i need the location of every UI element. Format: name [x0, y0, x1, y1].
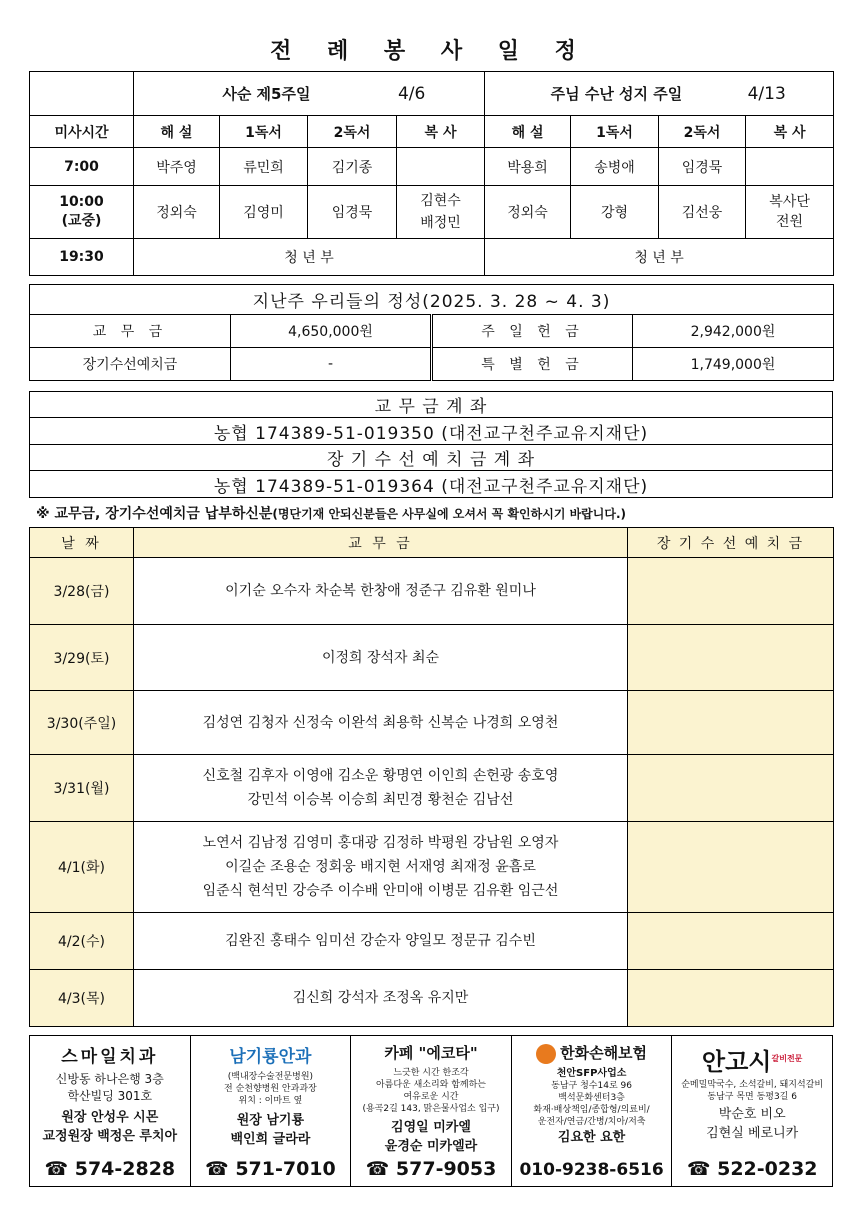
ad-phone: ☎ 522-0232	[686, 1158, 818, 1180]
server-2: 배정민	[420, 215, 461, 231]
ad-line: 신방동 하나은행 3층	[55, 1072, 164, 1086]
ad-line: 학산빌딩 301호	[67, 1089, 153, 1103]
name-line: 노연서 김남정 김영미 홍대광 김정하 박평원 강남원 오영자	[202, 835, 559, 851]
cell: 강형	[571, 186, 659, 239]
time-cell	[30, 186, 134, 239]
offering-value: -	[231, 348, 432, 381]
ad-restaurant	[672, 1036, 832, 1186]
ad-line: (백내장수술전문병원)	[227, 1072, 314, 1082]
pay-names: 김성연 김청자 신정숙 이완석 최용학 신복순 나경희 오영천	[134, 691, 628, 755]
offering-label: 교 무 금	[30, 315, 231, 348]
ad-owner: 김영일 미카엘	[391, 1120, 471, 1135]
account2-title: 장 기 수 선 예 치 금 계 좌	[30, 445, 833, 471]
offering-value: 4,650,000원	[231, 315, 432, 348]
cell: 김기종	[308, 148, 397, 186]
name-line: 임준식 현석민 강승주 이수배 안미애 이병문 김유환 임근선	[202, 883, 559, 899]
pay-names: 김신희 강석자 조정옥 유지만	[134, 970, 628, 1027]
pay-names	[134, 822, 628, 913]
pay-date: 3/28(금)	[30, 558, 134, 625]
col-dues: 교 무 금	[134, 528, 628, 558]
cell: 류민희	[220, 148, 308, 186]
cell-youth: 청 년 부	[485, 239, 834, 276]
pay-date: 3/29(토)	[30, 625, 134, 691]
ad-name: 스마일치과	[61, 1047, 159, 1067]
pay-date: 3/31(월)	[30, 755, 134, 822]
col-date: 날 짜	[30, 528, 134, 558]
ad-sub: 갈비전문	[771, 1054, 803, 1063]
week2-date: 4/13	[747, 84, 786, 104]
ad-insurance	[512, 1036, 673, 1186]
ad-line: 느긋한 시간 한조각	[393, 1068, 469, 1078]
ad-phone: 010-9238-6516	[519, 1160, 664, 1180]
server-2: 전원	[776, 214, 804, 230]
ad-line: 동남구 목면 동평3길 6	[707, 1092, 797, 1102]
ad-line: (용곡2길 143, 맑은물사업소 입구)	[362, 1104, 500, 1114]
col-reading2: 2독서	[308, 116, 397, 148]
pay-names	[134, 755, 628, 822]
ad-phone: ☎ 571-7010	[205, 1158, 336, 1180]
name-line: 신호철 김후자 이영애 김소운 황명연 이인희 손헌광 송호영	[202, 768, 559, 784]
ad-owner: 백인희 글라라	[230, 1132, 311, 1147]
week1-date: 4/6	[397, 84, 426, 104]
offering-label: 주 일 헌 금	[432, 315, 633, 348]
ad-line: 천안SFP사업소	[556, 1067, 627, 1079]
cell: 송병애	[571, 148, 659, 186]
ad-line: 동남구 청수14로 96	[551, 1080, 632, 1091]
cell	[397, 148, 485, 186]
time-sub: (교중)	[61, 213, 102, 229]
pay-names: 이정희 장석자 최순	[134, 625, 628, 691]
cell	[746, 148, 834, 186]
col-time: 미사시간	[30, 116, 134, 148]
ad-line: 운전자/연금/간병/치아/저축	[537, 1116, 646, 1127]
offering-value: 2,942,000원	[633, 315, 834, 348]
cell: 정외숙	[134, 186, 220, 239]
offering-value: 1,749,000원	[633, 348, 834, 381]
week1-header	[134, 72, 485, 116]
ad-owner: 김현실 베로니카	[706, 1126, 799, 1141]
pay-names: 이기순 오수자 차순복 한창애 정준구 김유환 원미나	[134, 558, 628, 625]
offering-label: 장기수선예치금	[30, 348, 231, 381]
col-reading1: 1독서	[220, 116, 308, 148]
ad-owner: 박순호 비오	[718, 1107, 786, 1122]
col-commentary: 해 설	[485, 116, 571, 148]
cell: 임경묵	[308, 186, 397, 239]
cell: 임경묵	[659, 148, 746, 186]
ad-owner: 원장 안성우 시몬	[61, 1110, 159, 1125]
week2-header	[485, 72, 834, 116]
note-main: ※ 교무금, 장기수선예치금 납부하신분	[36, 506, 273, 522]
payment-note	[36, 503, 626, 523]
ad-owner: 교정원장 백정은 루치아	[42, 1129, 178, 1144]
cell	[397, 186, 485, 239]
cell: 정외숙	[485, 186, 571, 239]
ad-line: 순메밀막국수, 소석갈비, 돼지석갈비	[681, 1080, 824, 1090]
cell: 박주영	[134, 148, 220, 186]
ad-line: 전 순천향병원 안과과장	[224, 1084, 317, 1094]
pay-date: 4/3(목)	[30, 970, 134, 1027]
cell-youth: 청 년 부	[134, 239, 485, 276]
ad-eye-clinic	[191, 1036, 352, 1186]
accounts-table	[29, 391, 833, 498]
pay-repair	[628, 558, 834, 625]
pay-names: 김완진 홍태수 임미선 강순자 양일모 정문규 김수빈	[134, 913, 628, 970]
cell: 박용희	[485, 148, 571, 186]
col-repair: 장 기 수 선 예 치 금	[628, 528, 834, 558]
offerings-title: 지난주 우리들의 정성(2025. 3. 28 ~ 4. 3)	[30, 285, 834, 315]
ad-name: 남기룡안과	[229, 1047, 312, 1067]
page-title: 전 례 봉 사 일 정	[270, 39, 590, 64]
pay-repair	[628, 691, 834, 755]
ad-phone: ☎ 577-9053	[365, 1158, 497, 1180]
ad-phone: ☎ 574-2828	[44, 1158, 176, 1180]
hanwha-logo-icon	[536, 1044, 556, 1064]
week1-name: 사순 제5주일	[222, 85, 311, 103]
pay-date: 3/30(주일)	[30, 691, 134, 755]
ad-line: 화재·배상책임/종합형/의료비/	[533, 1104, 650, 1115]
cell: 김영미	[220, 186, 308, 239]
empty-corner	[30, 72, 134, 116]
note-small: (명단기재 안되신분들은 사무실에 오셔서 꼭 확인하시기 바랍니다.)	[272, 507, 627, 521]
cell	[746, 186, 834, 239]
col-reading2: 2독서	[659, 116, 746, 148]
ad-line: 백석문화센터3층	[558, 1092, 625, 1103]
name-line: 강민석 이승복 이승희 최민경 황천순 김남선	[247, 792, 514, 808]
pay-repair	[628, 755, 834, 822]
server-1: 복사단	[769, 194, 810, 210]
time-cell: 7:00	[30, 148, 134, 186]
ad-line: 위치 : 이마트 옆	[238, 1096, 303, 1106]
pay-repair	[628, 970, 834, 1027]
ad-owner: 윤경순 미카엘라	[384, 1139, 478, 1154]
pay-repair	[628, 625, 834, 691]
ad-name-wrap	[672, 1042, 832, 1077]
ad-name-wrap	[512, 1042, 672, 1064]
ad-name: 한화손해보험	[560, 1044, 648, 1062]
pay-date: 4/2(수)	[30, 913, 134, 970]
ad-name: 카페 "에코타"	[384, 1044, 478, 1062]
liturgy-schedule-table	[29, 71, 834, 276]
offerings-table	[29, 284, 834, 381]
sponsor-ads	[29, 1035, 833, 1187]
col-reading1: 1독서	[571, 116, 659, 148]
account2-number: 농협 174389-51-019364 (대전교구천주교유지재단)	[30, 471, 833, 498]
ad-cafe	[351, 1036, 512, 1186]
account1-number: 농협 174389-51-019350 (대전교구천주교유지재단)	[30, 418, 833, 445]
time-main: 10:00	[59, 194, 104, 210]
offering-label: 특 별 헌 금	[432, 348, 633, 381]
col-commentary: 해 설	[134, 116, 220, 148]
ad-dental	[30, 1036, 191, 1186]
ad-line: 아름다운 새소리와 함께하는	[375, 1080, 487, 1090]
col-server: 복 사	[397, 116, 485, 148]
pay-repair	[628, 822, 834, 913]
pay-date: 4/1(화)	[30, 822, 134, 913]
time-cell: 19:30	[30, 239, 134, 276]
col-server: 복 사	[746, 116, 834, 148]
ad-name: 안고시	[701, 1048, 772, 1076]
ad-owner: 원장 남기룡	[236, 1113, 305, 1128]
cell: 김선웅	[659, 186, 746, 239]
week2-name: 주님 수난 성지 주일	[550, 85, 683, 103]
account1-title: 교 무 금 계 좌	[30, 392, 833, 418]
ad-owner: 김요한 요한	[557, 1129, 626, 1145]
payments-table	[29, 527, 834, 1027]
ad-line: 여유로운 시간	[403, 1092, 459, 1102]
name-line: 이길순 조용순 정회웅 배지현 서재영 최재정 윤흠로	[225, 859, 536, 875]
server-1: 김현수	[420, 193, 461, 209]
pay-repair	[628, 913, 834, 970]
